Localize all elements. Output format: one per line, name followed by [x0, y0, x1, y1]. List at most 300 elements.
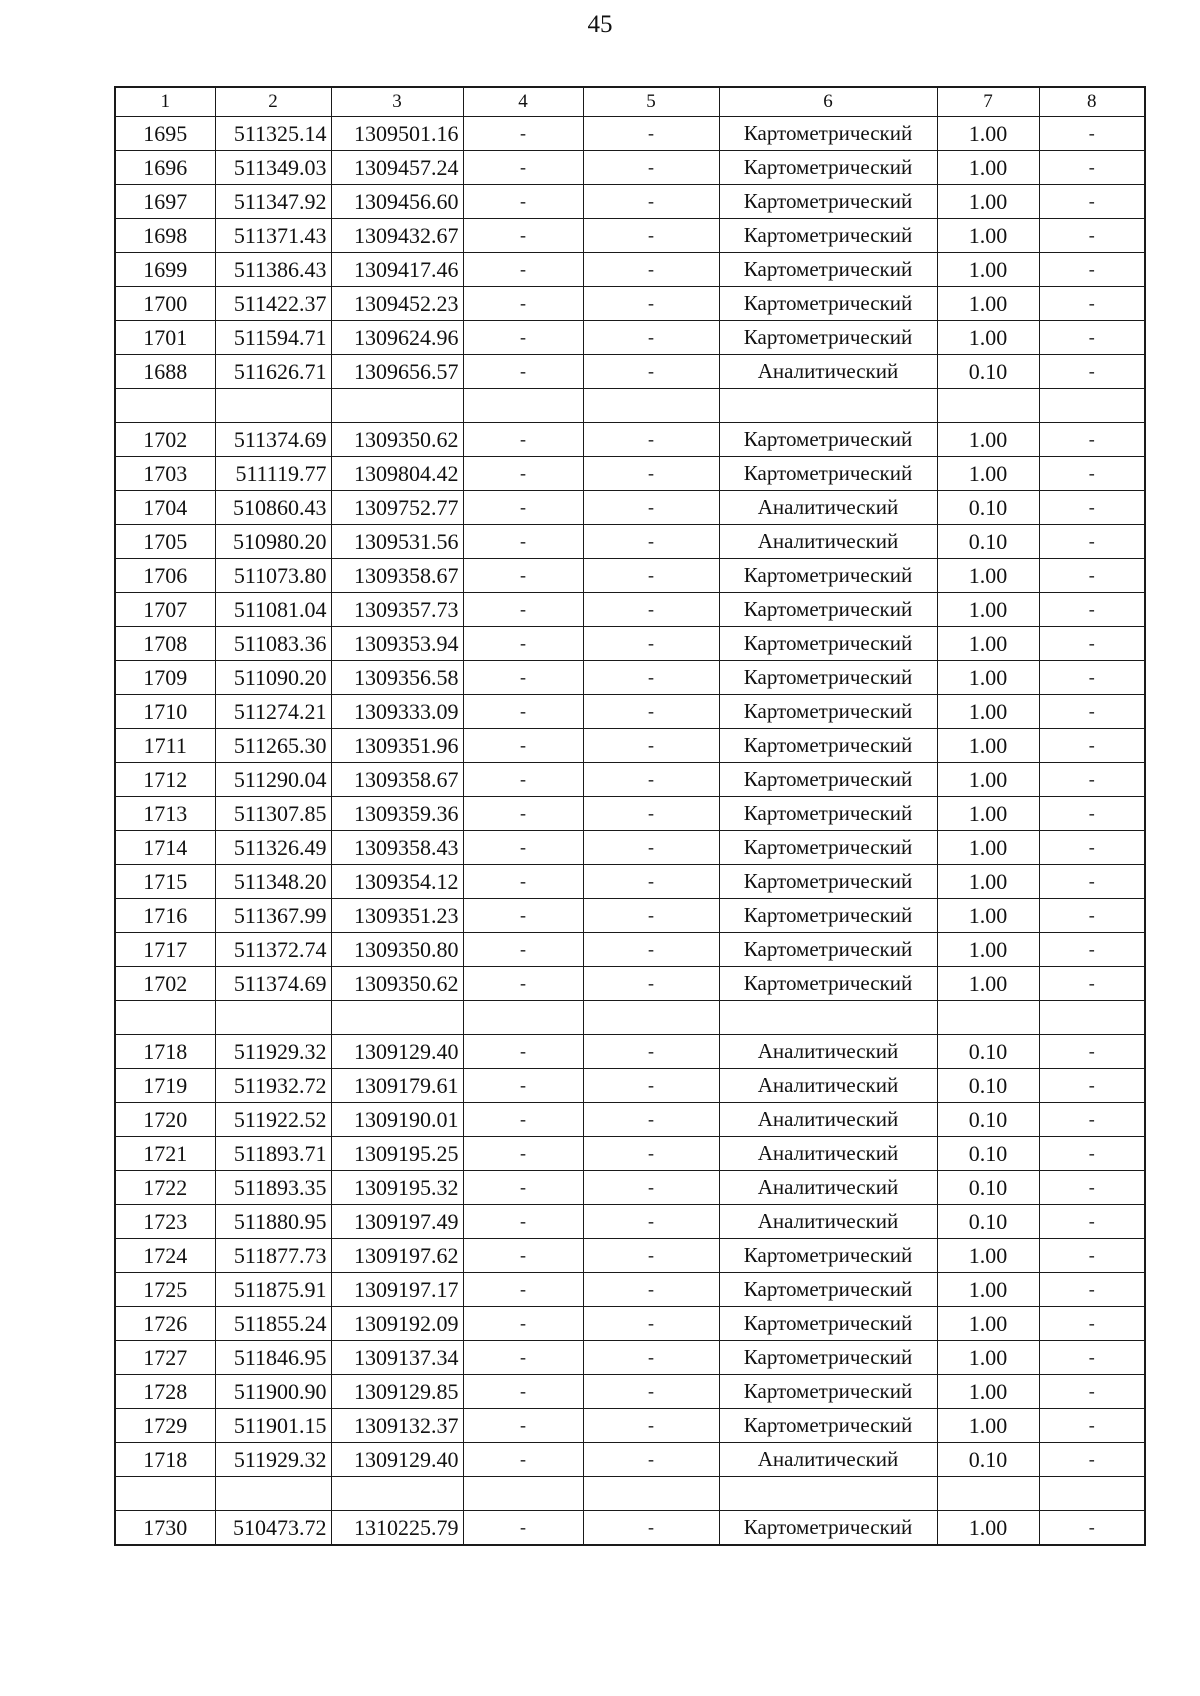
coord-x: 511422.37: [215, 287, 331, 321]
method: Картометрический: [719, 1307, 937, 1341]
table-row: [115, 899, 1145, 933]
method: Аналитический: [719, 1171, 937, 1205]
point-number: 1710: [115, 695, 215, 729]
accuracy: 1.00: [937, 865, 1039, 899]
table-row: [115, 627, 1145, 661]
accuracy: 1.00: [937, 151, 1039, 185]
accuracy: 1.00: [937, 1341, 1039, 1375]
point-number: 1700: [115, 287, 215, 321]
table-row: [115, 1069, 1145, 1103]
accuracy: 1.00: [937, 1511, 1039, 1546]
method: Картометрический: [719, 695, 937, 729]
col-4-value: -: [463, 1409, 583, 1443]
col-8-value: -: [1039, 1375, 1145, 1409]
coord-y: 1309452.23: [331, 287, 463, 321]
col-4-value: -: [463, 253, 583, 287]
col-8-value: -: [1039, 185, 1145, 219]
coord-x: 511326.49: [215, 831, 331, 865]
point-number: [115, 389, 215, 423]
table-row: [115, 185, 1145, 219]
col-5-value: -: [583, 253, 719, 287]
method: Картометрический: [719, 593, 937, 627]
col-5-value: -: [583, 1443, 719, 1477]
col-5-value: -: [583, 525, 719, 559]
point-number: 1688: [115, 355, 215, 389]
col-5-value: [583, 1477, 719, 1511]
coord-y: 1309359.36: [331, 797, 463, 831]
point-number: 1709: [115, 661, 215, 695]
col-4-value: -: [463, 797, 583, 831]
accuracy: 1.00: [937, 933, 1039, 967]
coord-y: 1309129.40: [331, 1443, 463, 1477]
col-4-value: -: [463, 899, 583, 933]
col-8-value: -: [1039, 321, 1145, 355]
coord-y: 1309432.67: [331, 219, 463, 253]
point-number: 1703: [115, 457, 215, 491]
method: Картометрический: [719, 219, 937, 253]
col-5-value: -: [583, 661, 719, 695]
table-row: [115, 457, 1145, 491]
col-8-value: -: [1039, 899, 1145, 933]
table-row: [115, 1409, 1145, 1443]
column-header: 7: [937, 87, 1039, 117]
coord-y: 1309358.43: [331, 831, 463, 865]
col-4-value: -: [463, 1511, 583, 1546]
coord-y: 1309197.17: [331, 1273, 463, 1307]
coord-y: 1309195.32: [331, 1171, 463, 1205]
col-8-value: -: [1039, 627, 1145, 661]
col-4-value: [463, 1477, 583, 1511]
point-number: 1713: [115, 797, 215, 831]
coord-y: 1310225.79: [331, 1511, 463, 1546]
accuracy: 1.00: [937, 253, 1039, 287]
col-4-value: -: [463, 1341, 583, 1375]
method: Картометрический: [719, 1375, 937, 1409]
col-8-value: -: [1039, 1341, 1145, 1375]
method: Картометрический: [719, 729, 937, 763]
coord-y: [331, 389, 463, 423]
col-4-value: -: [463, 695, 583, 729]
point-number: 1728: [115, 1375, 215, 1409]
accuracy: 0.10: [937, 1069, 1039, 1103]
accuracy: 0.10: [937, 355, 1039, 389]
table-row: [115, 253, 1145, 287]
col-8-value: -: [1039, 1205, 1145, 1239]
coord-x: 511922.52: [215, 1103, 331, 1137]
method: [719, 1001, 937, 1035]
col-4-value: -: [463, 355, 583, 389]
col-5-value: -: [583, 321, 719, 355]
coord-x: 511594.71: [215, 321, 331, 355]
coord-x: 511347.92: [215, 185, 331, 219]
accuracy: 1.00: [937, 797, 1039, 831]
col-4-value: -: [463, 185, 583, 219]
method: Аналитический: [719, 1137, 937, 1171]
point-number: 1725: [115, 1273, 215, 1307]
col-5-value: -: [583, 1239, 719, 1273]
point-number: 1714: [115, 831, 215, 865]
method: Картометрический: [719, 831, 937, 865]
accuracy: 0.10: [937, 1103, 1039, 1137]
coord-x: 511367.99: [215, 899, 331, 933]
col-5-value: -: [583, 695, 719, 729]
coord-x: [215, 1001, 331, 1035]
col-4-value: -: [463, 1307, 583, 1341]
point-number: 1705: [115, 525, 215, 559]
col-8-value: -: [1039, 1511, 1145, 1546]
col-8-value: -: [1039, 151, 1145, 185]
method: Картометрический: [719, 1273, 937, 1307]
method: Картометрический: [719, 559, 937, 593]
col-4-value: -: [463, 117, 583, 151]
table-row: [115, 1035, 1145, 1069]
column-header: 8: [1039, 87, 1145, 117]
coord-y: 1309456.60: [331, 185, 463, 219]
coord-x: 511626.71: [215, 355, 331, 389]
coord-y: 1309192.09: [331, 1307, 463, 1341]
accuracy: 1.00: [937, 1307, 1039, 1341]
table-row: [115, 865, 1145, 899]
col-5-value: -: [583, 1511, 719, 1546]
point-number: 1702: [115, 967, 215, 1001]
col-5-value: -: [583, 967, 719, 1001]
table-body: [115, 117, 1145, 1546]
accuracy: 0.10: [937, 1137, 1039, 1171]
col-8-value: -: [1039, 1069, 1145, 1103]
column-header: 5: [583, 87, 719, 117]
point-number: [115, 1477, 215, 1511]
col-5-value: -: [583, 1341, 719, 1375]
method: Картометрический: [719, 933, 937, 967]
point-number: 1701: [115, 321, 215, 355]
col-8-value: -: [1039, 355, 1145, 389]
column-header: 4: [463, 87, 583, 117]
coord-y: [331, 1001, 463, 1035]
coord-x: 511290.04: [215, 763, 331, 797]
coord-y: 1309501.16: [331, 117, 463, 151]
col-4-value: -: [463, 593, 583, 627]
table-row: [115, 797, 1145, 831]
col-4-value: [463, 1001, 583, 1035]
method: Аналитический: [719, 491, 937, 525]
coord-y: 1309333.09: [331, 695, 463, 729]
col-5-value: -: [583, 831, 719, 865]
coord-x: 511893.71: [215, 1137, 331, 1171]
method: Аналитический: [719, 355, 937, 389]
accuracy: 0.10: [937, 1035, 1039, 1069]
table-row: [115, 321, 1145, 355]
col-5-value: -: [583, 423, 719, 457]
col-8-value: -: [1039, 661, 1145, 695]
coord-x: 511274.21: [215, 695, 331, 729]
table-row: [115, 1205, 1145, 1239]
coord-y: 1309353.94: [331, 627, 463, 661]
table-row: [115, 1103, 1145, 1137]
col-8-value: -: [1039, 695, 1145, 729]
col-8-value: -: [1039, 1171, 1145, 1205]
col-4-value: -: [463, 321, 583, 355]
coord-y: 1309351.96: [331, 729, 463, 763]
col-8-value: -: [1039, 1273, 1145, 1307]
coord-y: [331, 1477, 463, 1511]
col-8-value: -: [1039, 253, 1145, 287]
col-8-value: -: [1039, 593, 1145, 627]
col-4-value: -: [463, 763, 583, 797]
coord-y: 1309129.40: [331, 1035, 463, 1069]
col-4-value: -: [463, 151, 583, 185]
coord-y: 1309358.67: [331, 559, 463, 593]
accuracy: 1.00: [937, 593, 1039, 627]
table-row: [115, 423, 1145, 457]
coord-y: 1309531.56: [331, 525, 463, 559]
coord-y: 1309357.73: [331, 593, 463, 627]
point-number: 1729: [115, 1409, 215, 1443]
coord-x: 511880.95: [215, 1205, 331, 1239]
coord-y: 1309656.57: [331, 355, 463, 389]
coord-y: 1309132.37: [331, 1409, 463, 1443]
accuracy: [937, 1001, 1039, 1035]
accuracy: 1.00: [937, 661, 1039, 695]
col-8-value: -: [1039, 1409, 1145, 1443]
table-row: [115, 1273, 1145, 1307]
point-number: 1711: [115, 729, 215, 763]
table-row: [115, 525, 1145, 559]
col-4-value: -: [463, 627, 583, 661]
method: [719, 389, 937, 423]
method: Аналитический: [719, 525, 937, 559]
col-8-value: -: [1039, 831, 1145, 865]
method: Аналитический: [719, 1443, 937, 1477]
table-row: [115, 117, 1145, 151]
accuracy: 1.00: [937, 1409, 1039, 1443]
point-number: 1717: [115, 933, 215, 967]
accuracy: 1.00: [937, 1273, 1039, 1307]
col-8-value: -: [1039, 865, 1145, 899]
col-4-value: -: [463, 831, 583, 865]
accuracy: 0.10: [937, 1205, 1039, 1239]
method: Картометрический: [719, 321, 937, 355]
point-number: 1707: [115, 593, 215, 627]
method: Картометрический: [719, 457, 937, 491]
coord-x: 511371.43: [215, 219, 331, 253]
method: Картометрический: [719, 627, 937, 661]
table-row: [115, 729, 1145, 763]
accuracy: 1.00: [937, 831, 1039, 865]
col-4-value: -: [463, 1443, 583, 1477]
coord-x: 511372.74: [215, 933, 331, 967]
coord-x: 511932.72: [215, 1069, 331, 1103]
point-number: 1726: [115, 1307, 215, 1341]
col-4-value: -: [463, 1069, 583, 1103]
col-4-value: -: [463, 1273, 583, 1307]
table-row: [115, 559, 1145, 593]
point-number: 1708: [115, 627, 215, 661]
method: Картометрический: [719, 899, 937, 933]
point-number: 1704: [115, 491, 215, 525]
col-5-value: -: [583, 1035, 719, 1069]
point-number: 1719: [115, 1069, 215, 1103]
col-4-value: -: [463, 219, 583, 253]
coord-x: 511374.69: [215, 423, 331, 457]
method: [719, 1477, 937, 1511]
table-row: [115, 1375, 1145, 1409]
col-4-value: -: [463, 491, 583, 525]
method: Картометрический: [719, 253, 937, 287]
table-header: [115, 87, 1145, 117]
column-header: 3: [331, 87, 463, 117]
col-5-value: -: [583, 899, 719, 933]
coord-x: 511081.04: [215, 593, 331, 627]
table-row: [115, 1239, 1145, 1273]
coord-x: 511875.91: [215, 1273, 331, 1307]
col-4-value: -: [463, 1137, 583, 1171]
point-number: 1723: [115, 1205, 215, 1239]
table-row: [115, 593, 1145, 627]
table-row: [115, 1511, 1145, 1546]
coord-x: 511855.24: [215, 1307, 331, 1341]
col-8-value: -: [1039, 423, 1145, 457]
col-5-value: -: [583, 185, 719, 219]
table-row: [115, 219, 1145, 253]
header-row: [115, 87, 1145, 117]
coord-y: 1309197.62: [331, 1239, 463, 1273]
coord-x: [215, 1477, 331, 1511]
col-4-value: -: [463, 933, 583, 967]
coord-x: 511083.36: [215, 627, 331, 661]
accuracy: [937, 1477, 1039, 1511]
col-4-value: -: [463, 661, 583, 695]
col-5-value: -: [583, 117, 719, 151]
point-number: 1718: [115, 1443, 215, 1477]
col-5-value: -: [583, 355, 719, 389]
col-5-value: -: [583, 593, 719, 627]
col-5-value: -: [583, 1375, 719, 1409]
col-8-value: -: [1039, 1137, 1145, 1171]
coord-y: 1309195.25: [331, 1137, 463, 1171]
accuracy: 1.00: [937, 321, 1039, 355]
method: Картометрический: [719, 967, 937, 1001]
col-4-value: -: [463, 287, 583, 321]
col-5-value: -: [583, 559, 719, 593]
method: Картометрический: [719, 423, 937, 457]
col-5-value: -: [583, 491, 719, 525]
accuracy: 1.00: [937, 695, 1039, 729]
table-row: [115, 1341, 1145, 1375]
point-number: 1702: [115, 423, 215, 457]
col-4-value: -: [463, 1239, 583, 1273]
col-5-value: -: [583, 219, 719, 253]
accuracy: 0.10: [937, 491, 1039, 525]
coord-x: 511349.03: [215, 151, 331, 185]
col-4-value: [463, 389, 583, 423]
col-4-value: -: [463, 525, 583, 559]
col-8-value: -: [1039, 1103, 1145, 1137]
coord-x: 511386.43: [215, 253, 331, 287]
point-number: 1721: [115, 1137, 215, 1171]
col-8-value: -: [1039, 1035, 1145, 1069]
coord-y: 1309350.62: [331, 967, 463, 1001]
method: Аналитический: [719, 1069, 937, 1103]
table-row: [115, 763, 1145, 797]
accuracy: 1.00: [937, 627, 1039, 661]
coord-x: 511374.69: [215, 967, 331, 1001]
coord-y: 1309190.01: [331, 1103, 463, 1137]
coord-y: 1309752.77: [331, 491, 463, 525]
point-number: 1698: [115, 219, 215, 253]
col-5-value: -: [583, 1137, 719, 1171]
method: Картометрический: [719, 797, 937, 831]
coord-x: 511877.73: [215, 1239, 331, 1273]
col-5-value: -: [583, 729, 719, 763]
col-5-value: -: [583, 457, 719, 491]
coord-y: 1309179.61: [331, 1069, 463, 1103]
coord-x: 511325.14: [215, 117, 331, 151]
table-row: [115, 1443, 1145, 1477]
accuracy: [937, 389, 1039, 423]
coord-x: 511307.85: [215, 797, 331, 831]
method: Аналитический: [719, 1205, 937, 1239]
col-5-value: -: [583, 287, 719, 321]
table-row: [115, 695, 1145, 729]
coord-x: 511265.30: [215, 729, 331, 763]
col-8-value: -: [1039, 1239, 1145, 1273]
accuracy: 1.00: [937, 287, 1039, 321]
method: Картометрический: [719, 1409, 937, 1443]
method: Картометрический: [719, 1341, 937, 1375]
col-4-value: -: [463, 457, 583, 491]
coord-y: 1309358.67: [331, 763, 463, 797]
col-4-value: -: [463, 559, 583, 593]
col-5-value: -: [583, 1069, 719, 1103]
column-header: 2: [215, 87, 331, 117]
coord-x: 510860.43: [215, 491, 331, 525]
col-5-value: -: [583, 1205, 719, 1239]
point-number: 1695: [115, 117, 215, 151]
coord-y: 1309417.46: [331, 253, 463, 287]
table-row: [115, 967, 1145, 1001]
accuracy: 0.10: [937, 1443, 1039, 1477]
coord-x: 511846.95: [215, 1341, 331, 1375]
col-8-value: -: [1039, 287, 1145, 321]
table-row: [115, 491, 1145, 525]
col-4-value: -: [463, 1035, 583, 1069]
accuracy: 1.00: [937, 185, 1039, 219]
method: Картометрический: [719, 865, 937, 899]
coord-x: [215, 389, 331, 423]
accuracy: 1.00: [937, 1239, 1039, 1273]
separator-row: [115, 1001, 1145, 1035]
accuracy: 1.00: [937, 423, 1039, 457]
method: Картометрический: [719, 117, 937, 151]
point-number: 1716: [115, 899, 215, 933]
col-5-value: -: [583, 1171, 719, 1205]
method: Аналитический: [719, 1103, 937, 1137]
col-4-value: -: [463, 1375, 583, 1409]
col-5-value: -: [583, 1409, 719, 1443]
accuracy: 0.10: [937, 1171, 1039, 1205]
accuracy: 0.10: [937, 525, 1039, 559]
col-5-value: -: [583, 797, 719, 831]
point-number: [115, 1001, 215, 1035]
col-8-value: [1039, 1477, 1145, 1511]
coord-y: 1309350.80: [331, 933, 463, 967]
coord-y: 1309350.62: [331, 423, 463, 457]
coord-x: 510980.20: [215, 525, 331, 559]
method: Аналитический: [719, 1035, 937, 1069]
method: Картометрический: [719, 661, 937, 695]
accuracy: 1.00: [937, 967, 1039, 1001]
col-5-value: -: [583, 763, 719, 797]
